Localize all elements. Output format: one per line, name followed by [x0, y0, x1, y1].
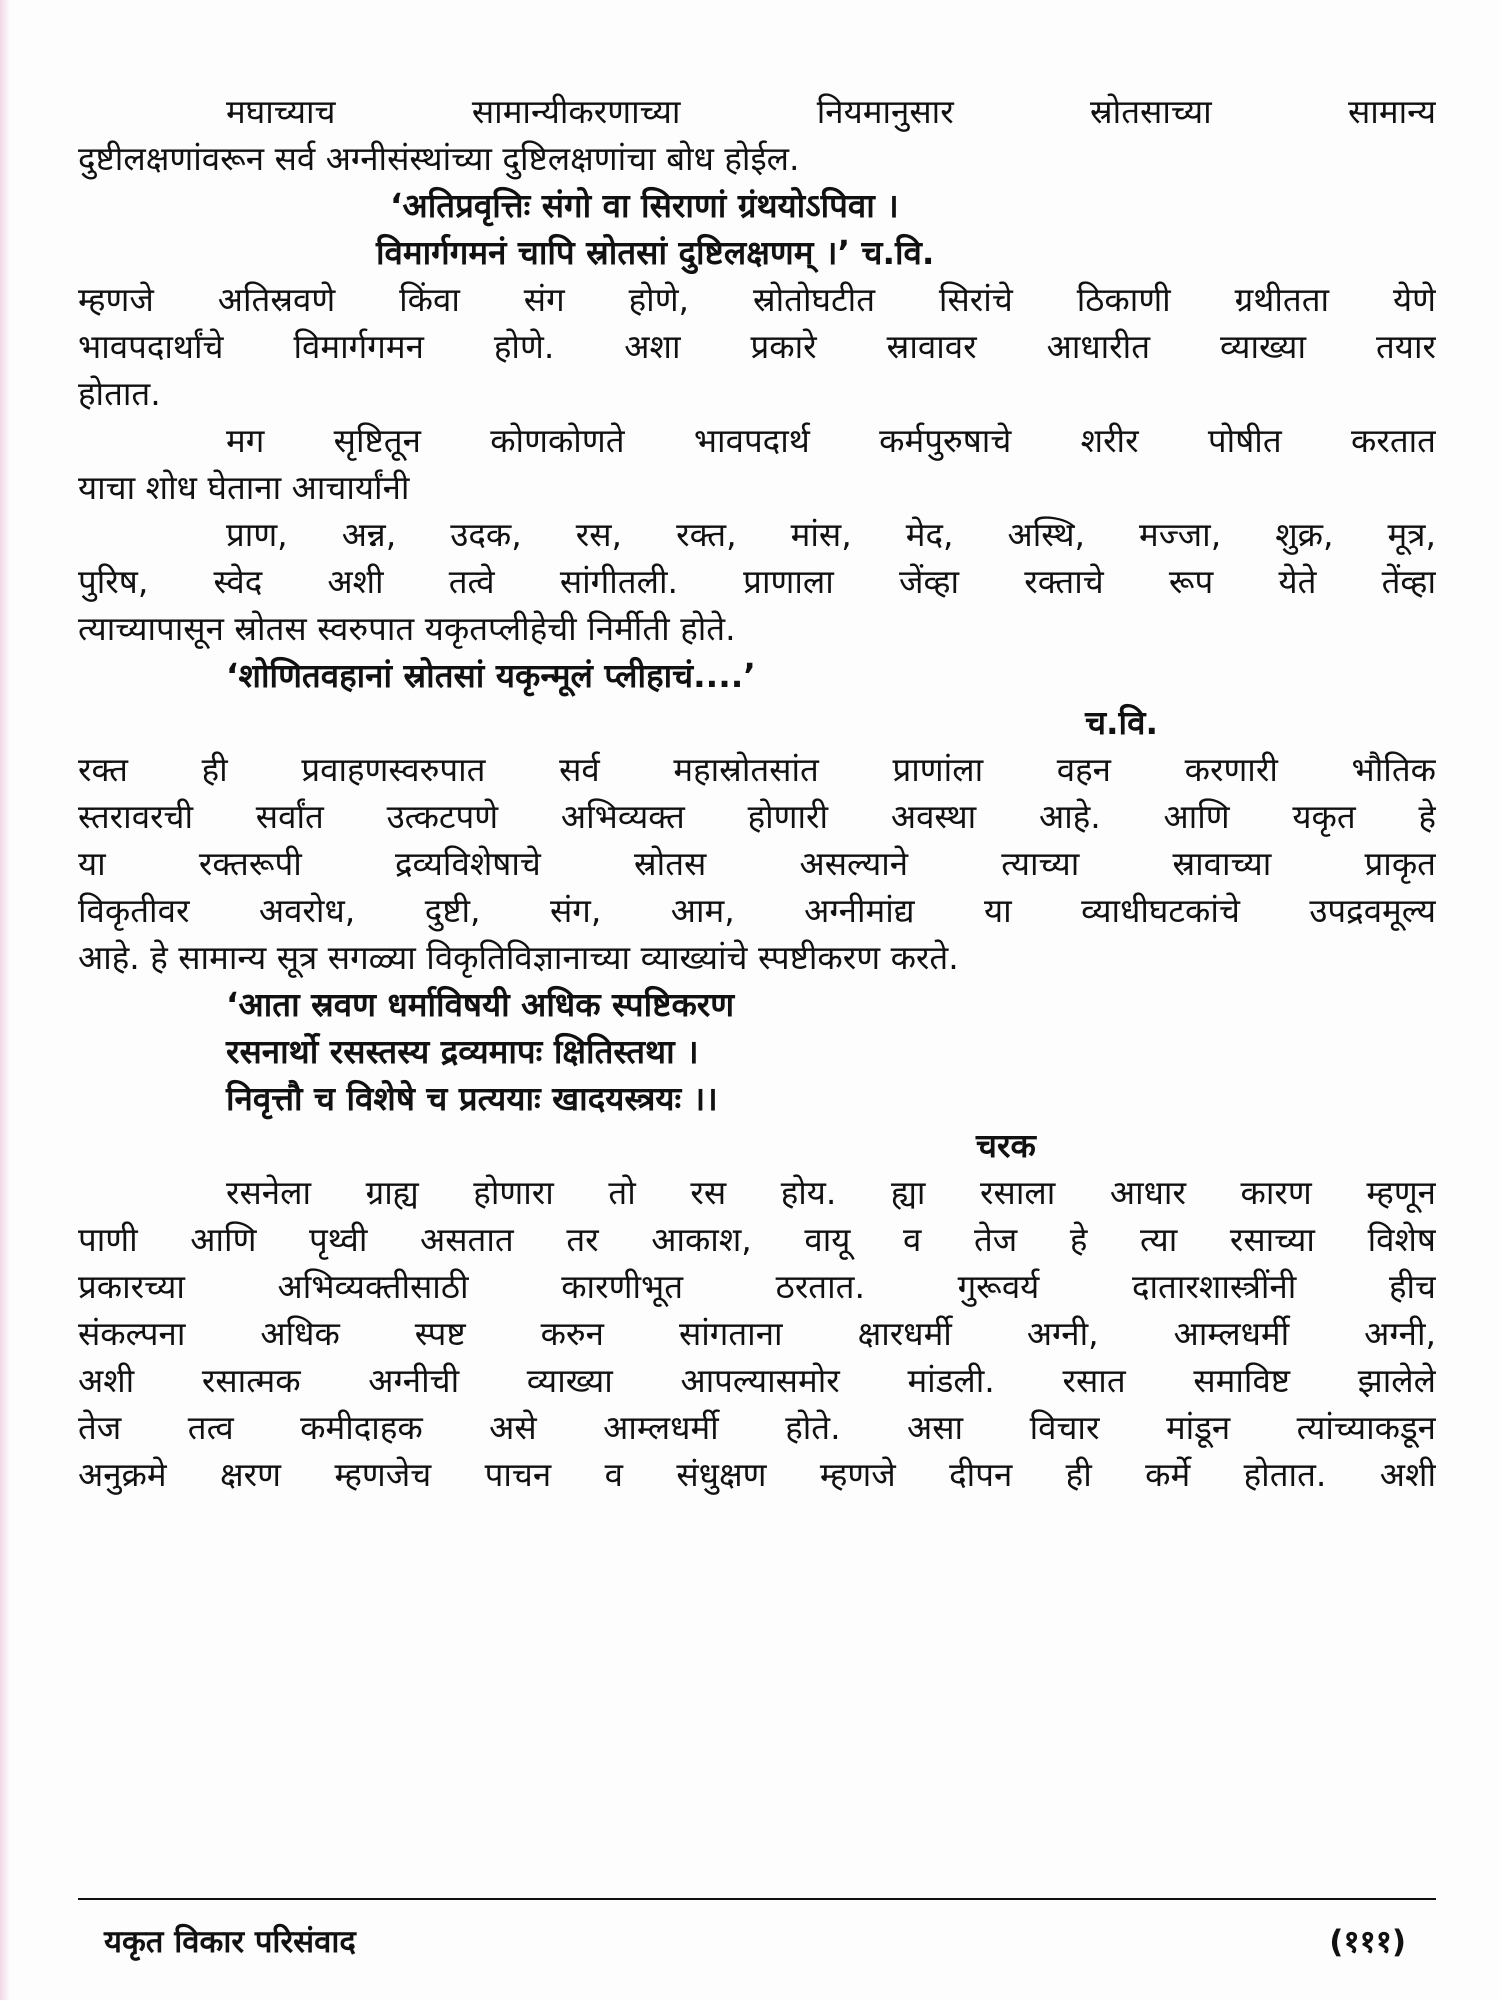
body-text: [78, 88, 1436, 1498]
paragraph-line: त्याच्यापासून स्रोतस स्वरुपात यकृतप्लीहेची निर्मीती होते.: [78, 609, 736, 648]
paragraph-line: मग सृष्टितून कोणकोणते भावपदार्थ कर्मपुरुषाचे शरीर पोषीत करतात: [226, 421, 1436, 460]
paragraph-line: संकल्पना अधिक स्पष्ट करुन सांगताना क्षारधर्मी अग्नी, आम्लधर्मी अग्नी,: [78, 1314, 1436, 1353]
paragraph-line: प्राण, अन्न, उदक, रस, रक्त, मांस, मेद, अस्थि, मज्जा, शुक्र, मूत्र,: [226, 515, 1436, 554]
paragraph-line: होतात.: [78, 374, 161, 413]
paragraph-line: दुष्टीलक्षणांवरून सर्व अग्नीसंस्थांच्या दुष्टिलक्षणांचा बोध होईल.: [78, 139, 800, 178]
verse-line: ‘आता स्रवण धर्माविषयी अधिक स्पष्टिकरण: [226, 985, 735, 1024]
footer-divider: [78, 1898, 1436, 1900]
paragraph-line: याचा शोध घेताना आचार्यांनी: [78, 468, 410, 507]
paragraph-line: पुरिष, स्वेद अशी तत्वे सांगीतली. प्राणाला जेंव्हा रक्ताचे रूप येते तेंव्हा: [78, 562, 1436, 601]
paragraph-line: म्हणजे अतिस्रवणे किंवा संग होणे, स्रोतोघटीत सिरांचे ठिकाणी ग्रथीतता येणे: [78, 280, 1436, 319]
citation: च.वि.: [1085, 703, 1158, 742]
verse-line: रसनार्थो रसस्तस्य द्रव्यमापः क्षितिस्तथा ।: [226, 1032, 699, 1071]
paragraph-line: प्रकारच्या अभिव्यक्तीसाठी कारणीभूत ठरतात. गुरूवर्य दातारशास्त्रींनी हीच: [78, 1267, 1436, 1306]
paragraph-line: रक्त ही प्रवाहणस्वरुपात सर्व महास्रोतसांत प्राणांला वहन करणारी भौतिक: [78, 750, 1436, 789]
paragraph-line: मघाच्याच सामान्यीकरणाच्या नियमानुसार स्रोतसाच्या सामान्य: [226, 92, 1436, 131]
paragraph-line: या रक्तरूपी द्रव्यविशेषाचे स्रोतस असल्याने त्याच्या स्रावाच्या प्राकृत: [78, 844, 1436, 883]
paragraph-line: अशी रसात्मक अग्नीची व्याख्या आपल्यासमोर मांडली. रसात समाविष्ट झालेले: [78, 1361, 1436, 1400]
verse-line: ‘शोणितवहानां स्रोतसां यकृन्मूलं प्लीहाचं....’: [226, 656, 756, 695]
paragraph-line: अनुक्रमे क्षरण म्हणजेच पाचन व संधुक्षण म्हणजे दीपन ही कर्मे होतात. अशी: [78, 1455, 1436, 1494]
paragraph-line: तेज तत्व कमीदाहक असे आम्लधर्मी होते. असा विचार मांडून त्यांच्याकडून: [78, 1408, 1436, 1447]
verse-line: ‘अतिप्रवृत्तिः संगो वा सिराणां ग्रंथयोऽपिवा ।: [390, 186, 899, 225]
footer-title: यकृत विकार परिसंवाद: [104, 1924, 356, 1960]
verse-line: निवृत्तौ च विशेषे च प्रत्ययाः खादयस्त्रयः ।।: [226, 1079, 718, 1118]
verse-line: विमार्गगमनं चापि स्रोतसां दुष्टिलक्षणम् ।’ च.वि.: [376, 233, 935, 272]
page-edge-shadow: [0, 0, 10, 2000]
paragraph-line: भावपदार्थांचे विमार्गगमन होणे. अशा प्रकारे स्रावावर आधारीत व्याख्या तयार: [78, 327, 1436, 366]
paragraph-line: पाणी आणि पृथ्वी असतात तर आकाश, वायू व तेज हे त्या रसाच्या विशेष: [78, 1220, 1436, 1259]
paragraph-line: विकृतीवर अवरोध, दुष्टी, संग, आम, अग्नीमांद्य या व्याधीघटकांचे उपद्रवमूल्य: [78, 891, 1436, 930]
page-number: (१११): [1329, 1924, 1406, 1960]
citation: चरक: [976, 1126, 1036, 1165]
paragraph-line: आहे. हे सामान्य सूत्र सगळ्या विकृतिविज्ञानाच्या व्याख्यांचे स्पष्टीकरण करते.: [78, 938, 959, 977]
paragraph-line: स्तरावरची सर्वांत उत्कटपणे अभिव्यक्त होणारी अवस्था आहे. आणि यकृत हे: [78, 797, 1436, 836]
paragraph-line: रसनेला ग्राह्य होणारा तो रस होय. ह्या रसाला आधार कारण म्हणून: [226, 1173, 1436, 1212]
